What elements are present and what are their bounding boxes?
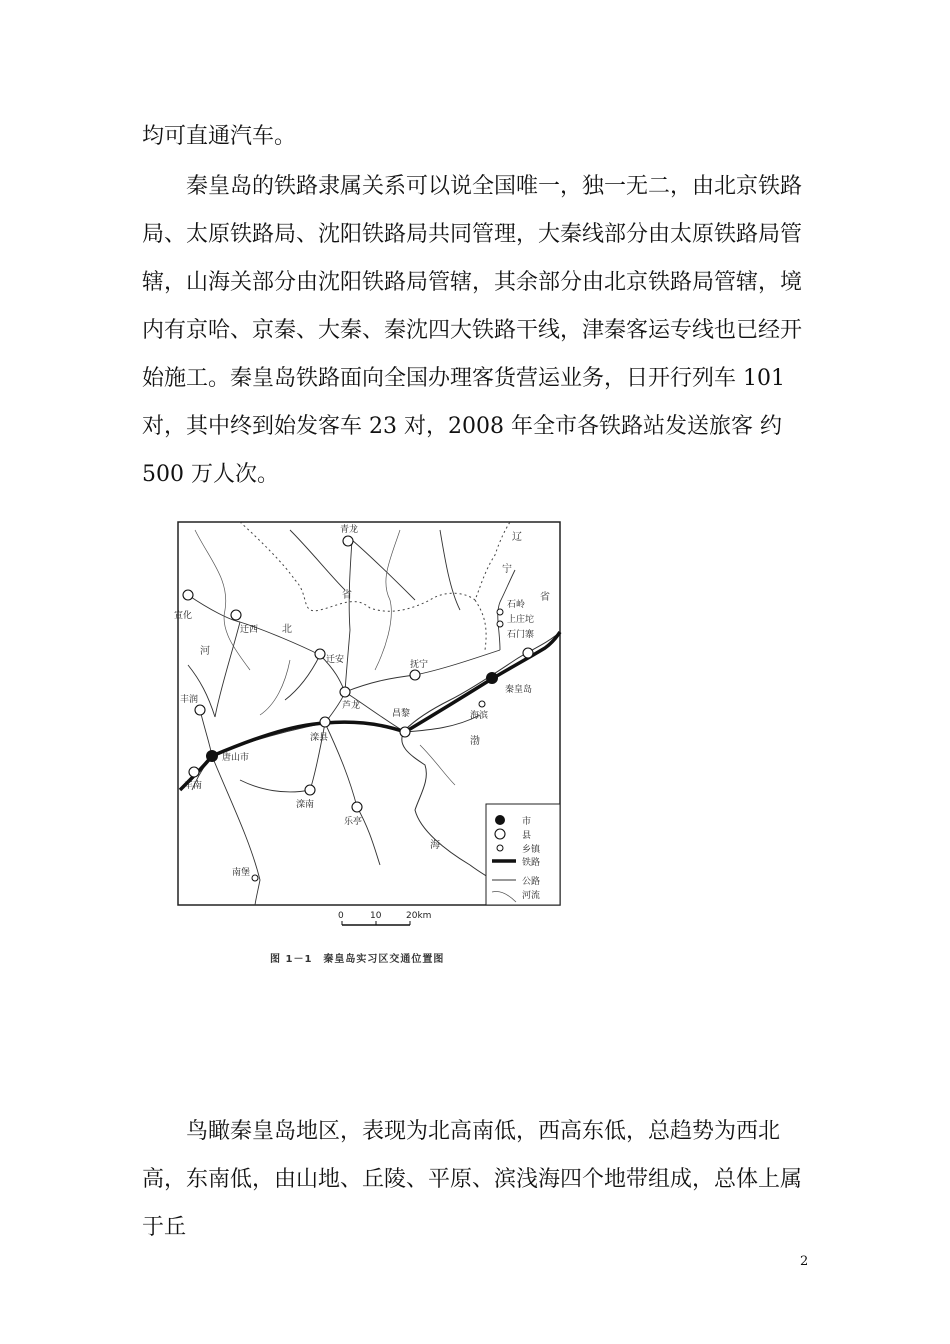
scale-tick-20: 20km: [406, 911, 432, 921]
paragraph-terrain: 鸟瞰秦皇岛地区，表现为北高南低，西高东低，总趋势为西北高，东南低，由山地、丘陵、平原、滨浅海四个地带组成，总体上属于丘: [142, 1119, 803, 1240]
township-markers: [252, 609, 503, 881]
label-lulong: 芦龙: [342, 701, 361, 711]
label-luanxian: 滦县: [310, 733, 329, 743]
map-caption: 图 1－1 秦皇岛实习区交通位置图: [270, 954, 445, 965]
label-shiling: 石岭: [507, 600, 526, 610]
label-sheng-hb: 省: [342, 590, 352, 601]
label-shimenzhai: 石门寨: [507, 630, 535, 640]
label-changli: 昌黎: [392, 709, 411, 719]
label-tangshan: 唐山市: [222, 753, 250, 763]
legend-river: 河流: [522, 891, 541, 901]
label-haibin: 海滨: [470, 711, 489, 721]
legend-county: 县: [522, 831, 532, 841]
label-hai: 海: [430, 840, 440, 851]
railway: [180, 632, 560, 790]
label-qianxi: 迁西: [240, 625, 259, 635]
label-nanpu: 南堡: [232, 868, 251, 878]
label-qinglong: 青龙: [340, 525, 359, 535]
label-bei: 北: [282, 624, 292, 635]
label-sheng-ln: 省: [540, 592, 550, 603]
legend-township: 乡镇: [522, 845, 541, 855]
legend-city: 市: [522, 817, 532, 827]
label-shangzhuangtuo: 上庄坨: [507, 615, 535, 625]
label-funing: 抚宁: [410, 660, 429, 670]
scale-tick-10: 10: [370, 911, 382, 921]
label-bo: 渤: [470, 736, 480, 747]
scale-bar: [338, 911, 431, 925]
label-qinhuangdao: 秦皇岛: [505, 685, 533, 695]
scale-tick-0: 0: [338, 911, 344, 921]
label-luannan: 滦南: [296, 800, 315, 810]
label-leting: 乐亭: [344, 817, 363, 827]
label-liao: 辽: [512, 532, 522, 543]
road-network: [188, 530, 515, 905]
city-markers: [206, 672, 498, 762]
paragraph-railway: 秦皇岛的铁路隶属关系可以说全国唯一，独一无二，由北京铁路局、太原铁路局、沈阳铁路局共同管理，大秦线部分由太原铁路局管辖，山海关部分由沈阳铁路局管辖，其余部分由北京铁路局管辖，境内有京哈、京秦、大秦、秦沈四大铁路干线，津秦客运专线也已经开始施工。秦皇岛铁路面向全国办理客货营运业务，日开行列车 101 对，其中终到始发客车 23 对，2008 年全市各铁路站发送旅客 约 500 万人次。: [142, 174, 803, 487]
province-boundary: [240, 522, 510, 611]
legend-road: 公路: [522, 877, 541, 887]
county-markers: [183, 536, 533, 812]
label-qianan: 迁安: [326, 655, 345, 665]
legend-railway: 铁路: [522, 858, 541, 868]
map-svg: [170, 520, 570, 980]
label-he: 河: [200, 646, 210, 657]
label-fengnan: 丰南: [184, 781, 203, 791]
label-ning: 宁: [502, 564, 512, 575]
traffic-location-map: [170, 520, 570, 980]
page-number: 2: [800, 1254, 809, 1269]
map-legend: [486, 804, 560, 905]
paragraph-continuation: 均可直通汽车。: [142, 124, 297, 149]
label-fengrun: 丰润: [180, 695, 199, 705]
province-boundary-2: [475, 600, 486, 650]
label-xuanhua: 宣化: [174, 611, 193, 621]
